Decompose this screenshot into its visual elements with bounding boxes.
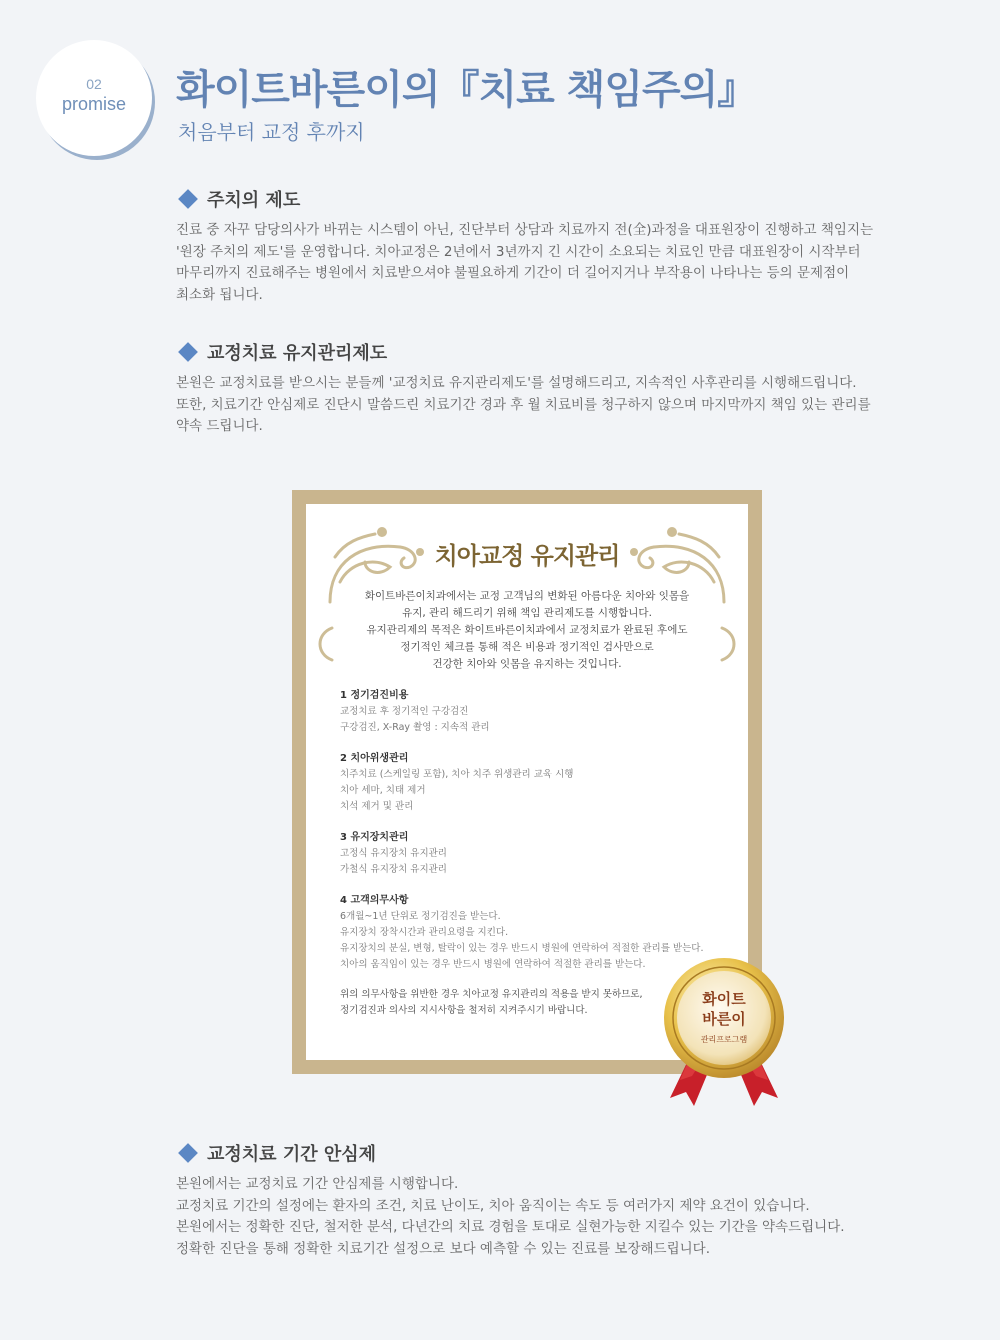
- body-line: 본원은 교정치료를 받으시는 분들께 '교정치료 유지관리제도'를 설명해드리고, 지속적인 사후관리를 시행해드립니다.: [176, 375, 857, 391]
- section-body: [176, 373, 921, 438]
- intro-line: 유지관리제의 목적은 화이트바른이치과에서 교정치료가 완료된 후에도: [366, 624, 688, 636]
- certificate-item: [340, 751, 740, 815]
- page-subtitle: 처음부터 교정 후까지: [178, 120, 365, 144]
- section-title: 교정치료 유지관리제도: [207, 343, 388, 364]
- body-line: 최소화 됩니다.: [176, 286, 263, 303]
- body-line: 정확한 진단을 통해 정확한 치료기간 설정으로 보다 예측할 수 있는 진료를 보장해드립니다.: [176, 1240, 711, 1257]
- item-title: 4 고객의무사항: [340, 895, 409, 906]
- medal-line: 바른이: [702, 1010, 746, 1028]
- certificate-intro: [346, 588, 708, 673]
- item-line: 가철식 유지장치 유지관리: [340, 864, 447, 875]
- intro-line: 유지, 관리 해드리기 위해 책임 관리제도를 시행합니다.: [402, 607, 652, 619]
- body-line: 진료 중 자꾸 담당의사가 바뀌는 시스템이 아닌, 진단부터 상담과 치료까지 전(全)과정을 대표원장이 진행하고 책임지는: [176, 222, 874, 238]
- item-title: 3 유지장치관리: [340, 832, 409, 843]
- intro-line: 정기적인 체크를 통해 적은 비용과 정기적인 검사만으로: [400, 641, 654, 653]
- item-line: 교정치료 후 정기적인 구강검진: [340, 706, 469, 717]
- intro-line: 화이트바른이치과에서는 교정 고객님의 변화된 아름다운 치아와 잇몸을: [364, 590, 690, 602]
- item-line: 고정식 유지장치 유지관리: [340, 848, 447, 859]
- flourish-left-icon: [312, 624, 342, 664]
- medal-caption: 관리프로그램: [700, 1035, 748, 1044]
- diamond-bullet-icon: [178, 1143, 198, 1163]
- certificate-items: [340, 688, 740, 988]
- item-line: 치아의 움직임이 있는 경우 반드시 병원에 연락하여 적절한 관리를 받는다.: [340, 959, 646, 970]
- note-line: 정기검진과 의사의 지시사항을 철저히 지켜주시기 바랍니다.: [340, 1005, 588, 1016]
- body-line: 본원에서는 정확한 진단, 철저한 분석, 다년간의 치료 경험을 토대로 실현가능한 지킬수 있는 기간을 약속드립니다.: [176, 1219, 845, 1235]
- section-attending-doctor: [176, 186, 921, 306]
- body-line: 본원에서는 교정치료 기간 안심제를 시행합니다.: [176, 1176, 459, 1192]
- section-maintenance-system: [176, 339, 921, 438]
- section-body: [176, 220, 921, 306]
- section-title: 교정치료 기간 안심제: [207, 1144, 377, 1165]
- body-line: 교정치료 기간의 설정에는 환자의 조건, 치료 난이도, 치아 움직이는 속도 등 여러가지 제약 요건이 있습니다.: [176, 1197, 810, 1214]
- certificate-item: [340, 688, 740, 736]
- medal-seal: [656, 948, 792, 1108]
- medal-line: 화이트: [702, 990, 746, 1008]
- diamond-bullet-icon: [178, 342, 198, 362]
- body-line: 마무리까지 진료해주는 병원에서 치료받으셔야 불필요하게 기간이 더 길어지거나 부작용이 나타나는 등의 문제점이: [176, 265, 850, 281]
- flourish-right-icon: [712, 624, 742, 664]
- item-line: 구강검진, X-Ray 촬영 : 지속적 관리: [340, 722, 490, 733]
- body-line: 또한, 치료기간 안심제로 진단시 말씀드린 치료기간 경과 후 월 치료비를 청구하지 않으며 마지막까지 책임 있는 관리를: [176, 396, 871, 413]
- promise-badge: [36, 40, 152, 156]
- body-line: '원장 주치의 제도'를 운영합니다. 치아교정은 2년에서 3년까지 긴 시간이 소요되는 치료인 만큼 대표원장이 시작부터: [176, 243, 861, 260]
- section-period-guarantee: [176, 1140, 921, 1260]
- item-line: 치주치료 (스케일링 포함), 치아 치주 위생관리 교육 시행: [340, 769, 574, 780]
- certificate-item: [340, 830, 740, 878]
- item-line: 유지장치 장착시간과 관리요령을 지킨다.: [340, 927, 509, 938]
- certificate-title: 치아교정 유지관리: [434, 542, 620, 570]
- badge-word: promise: [61, 94, 127, 114]
- item-line: 치석 제거 및 관리: [340, 801, 414, 812]
- badge-number: 02: [86, 76, 102, 92]
- section-body: [176, 1174, 921, 1260]
- intro-line: 건강한 치아와 잇몸을 유지하는 것입니다.: [432, 658, 622, 670]
- page-title: 화이트바른이의『치료 책임주의』: [176, 67, 757, 113]
- item-line: 유지장치의 분실, 변형, 탈락이 있는 경우 반드시 병원에 연락하여 적절한 관리를 받는다.: [340, 943, 704, 954]
- section-title: 주치의 제도: [207, 190, 301, 211]
- body-line: 약속 드립니다.: [176, 418, 263, 434]
- certificate-note: [340, 987, 670, 1019]
- item-title: 2 치아위생관리: [340, 753, 409, 764]
- item-line: 6개월~1년 단위로 정기검진을 받는다.: [340, 911, 501, 922]
- item-line: 치아 세마, 치태 제거: [340, 785, 426, 796]
- medal-text: [670, 964, 778, 1072]
- note-line: 위의 의무사항을 위반한 경우 치아교정 유지관리의 적용을 받지 못하므로,: [340, 989, 643, 1000]
- item-title: 1 정기검진비용: [340, 690, 409, 701]
- diamond-bullet-icon: [178, 189, 198, 209]
